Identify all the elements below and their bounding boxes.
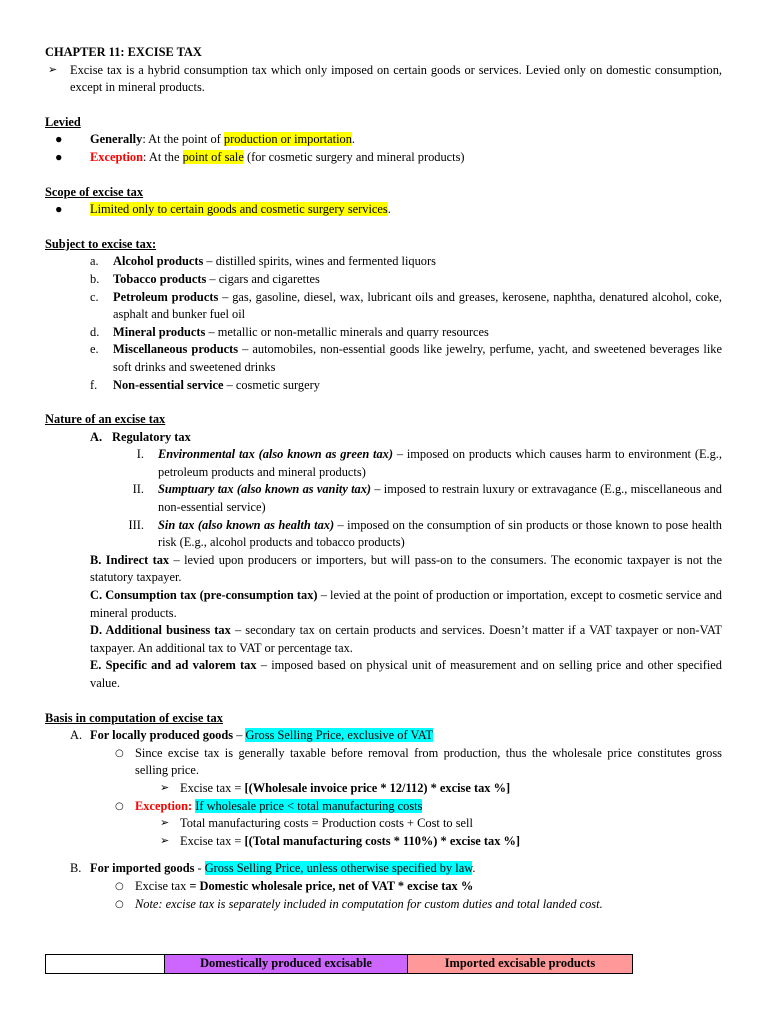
item-text: – levied upon producers or importers, but will pass-on to the consumers. The economic taxpayer is not the statutory taxpayer. bbox=[90, 552, 722, 585]
item-text: – cigars and cigarettes bbox=[206, 271, 320, 286]
arrow-bullet-icon: ➢ bbox=[160, 781, 170, 794]
basis-a-exception-line1: ➢ Total manufacturing costs = Production costs + Cost to sell bbox=[45, 815, 722, 833]
circle-bullet-icon: ○ bbox=[115, 898, 124, 910]
regulatory-list bbox=[45, 446, 722, 552]
list-marker: III. bbox=[128, 517, 144, 532]
list-marker: b. bbox=[90, 271, 100, 286]
item-label: B. Indirect tax bbox=[90, 552, 170, 567]
list-marker: f. bbox=[90, 377, 98, 392]
table-header-domestic: Domestically produced excisable bbox=[165, 955, 408, 974]
subject-list bbox=[45, 253, 722, 394]
list-item bbox=[45, 377, 722, 395]
item-text: – secondary tax on certain products and services. Doesn’t matter if a VAT taxpayer or non-VAT taxpayer. An additional tax to VAT or percentage tax. bbox=[90, 623, 723, 655]
highlight: point of sale bbox=[182, 149, 244, 164]
list-item bbox=[45, 289, 722, 324]
item-label: D. Additional business tax bbox=[90, 623, 231, 638]
bullet-icon: ● bbox=[55, 132, 63, 147]
item-label: Tobacco products bbox=[113, 271, 207, 286]
item-text: – imposed based on physical unit of measurement and on selling price and other specified value. bbox=[90, 658, 722, 690]
highlight: production or importation bbox=[223, 132, 352, 147]
comparison-table bbox=[45, 954, 633, 974]
list-marker: a. bbox=[90, 254, 99, 269]
levied-exception: ● Exception: At the point of sale (for cosmetic surgery and mineral products) bbox=[45, 149, 722, 167]
basis-b: B. For imported goods - Gross Selling Price, unless otherwise specified by law. bbox=[70, 861, 476, 876]
scope-heading: Scope of excise tax bbox=[45, 184, 144, 199]
table-header-row bbox=[46, 955, 633, 974]
list-item bbox=[45, 481, 722, 516]
intro-item bbox=[45, 62, 722, 97]
item-text: – imposed on the consumption of sin products or those known to pose health risk (E.g., alcohol products and tobacco products) bbox=[158, 517, 722, 550]
item-label: Alcohol products bbox=[113, 254, 204, 269]
nature-heading: Nature of an excise tax bbox=[45, 412, 166, 427]
item-label: Mineral products bbox=[113, 324, 206, 339]
arrow-bullet-icon: ➢ bbox=[160, 817, 170, 830]
arrow-bullet-icon: ➢ bbox=[48, 63, 58, 76]
list-item bbox=[45, 271, 722, 289]
basis-a: A. For locally produced goods – Gross Selling Price, exclusive of VAT bbox=[70, 728, 433, 743]
list-item bbox=[45, 324, 722, 342]
item-label: Sin tax (also known as health tax) bbox=[158, 517, 335, 532]
subject-heading: Subject to excise tax: bbox=[45, 236, 157, 251]
bullet-icon: ● bbox=[55, 202, 63, 217]
item-label: Environmental tax (also known as green tax) bbox=[158, 447, 393, 462]
list-item bbox=[45, 657, 722, 692]
item-text: – gas, gasoline, diesel, wax, lubricant oils and greases, kerosene, naphtha, denatured alcohol, coke, asphalt and bunker fuel oil bbox=[113, 289, 722, 322]
basis-a-exception: ○ Exception: If wholesale price < total manufacturing costs bbox=[45, 798, 722, 816]
highlight: Gross Selling Price, unless otherwise specified by law bbox=[204, 861, 473, 876]
item-text: – metallic or non-metallic minerals and quarry resources bbox=[205, 324, 489, 339]
scope-item: ● Limited only to certain goods and cosmetic surgery services. bbox=[45, 201, 722, 219]
item-label: C. Consumption tax (pre-consumption tax) bbox=[90, 588, 318, 603]
basis-b-note: ○ Note: excise tax is separately included in computation for custom duties and total landed cost. bbox=[45, 896, 722, 914]
list-marker: d. bbox=[90, 324, 100, 339]
basis-a-sub: ○ Since excise tax is generally taxable before removal from production, thus the wholesale price constitutes gross selling price. bbox=[115, 745, 722, 778]
nature-a: A. Regulatory tax bbox=[90, 429, 191, 444]
circle-bullet-icon: ○ bbox=[115, 747, 124, 759]
circle-bullet-icon: ○ bbox=[115, 800, 124, 812]
bullet-icon: ● bbox=[55, 149, 63, 164]
basis-heading: Basis in computation of excise tax bbox=[45, 710, 223, 725]
highlight: Limited only to certain goods and cosmetic surgery services bbox=[90, 202, 388, 217]
circle-bullet-icon: ○ bbox=[115, 880, 124, 892]
list-marker: e. bbox=[90, 342, 99, 357]
item-label: Sumptuary tax (also known as vanity tax) bbox=[158, 482, 372, 497]
list-item bbox=[45, 552, 722, 587]
chapter-title: CHAPTER 11: EXCISE TAX bbox=[45, 45, 202, 59]
levied-heading: Levied bbox=[45, 114, 81, 129]
table-cell-blank bbox=[46, 955, 165, 974]
item-text: – imposed to restrain luxury or extravagance (E.g., miscellaneous and non-essential service) bbox=[158, 482, 722, 515]
list-item bbox=[45, 587, 722, 622]
basis-a-formula: ➢ Excise tax = [(Wholesale invoice price * 12/112) * excise tax %] bbox=[45, 780, 722, 798]
highlight: If wholesale price < total manufacturing costs bbox=[195, 798, 423, 813]
item-label: E. Specific and ad valorem tax bbox=[90, 658, 257, 673]
levied-generally: ● Generally: At the point of production or importation. bbox=[45, 131, 722, 149]
item-text: – cosmetic surgery bbox=[223, 377, 320, 392]
nature-others bbox=[45, 552, 722, 693]
list-item bbox=[45, 253, 722, 271]
list-item bbox=[45, 622, 722, 657]
document-page bbox=[45, 44, 722, 913]
list-marker: I. bbox=[136, 447, 144, 462]
item-text: – automobiles, non-essential goods like jewelry, perfume, yacht, and sweetened beverages like soft drinks and sweetened drinks bbox=[113, 342, 722, 374]
item-text: – levied at the point of production or importation, except to cosmetic service and mineral products. bbox=[90, 588, 723, 620]
list-item bbox=[45, 341, 722, 376]
item-label: Petroleum products bbox=[113, 289, 219, 304]
arrow-bullet-icon: ➢ bbox=[160, 834, 170, 847]
list-item bbox=[45, 517, 722, 552]
list-item bbox=[45, 446, 722, 481]
item-text: – distilled spirits, wines and fermented liquors bbox=[203, 254, 436, 269]
item-label: Miscellaneous products bbox=[113, 342, 239, 357]
intro-text: Excise tax is a hybrid consumption tax which only imposed on certain goods or services. Levied only on domestic consumption, except in mineral products. bbox=[70, 62, 722, 95]
table-header-imported: Imported excisable products bbox=[408, 955, 633, 974]
list-marker: II. bbox=[132, 482, 144, 497]
basis-b-formula: ○ Excise tax = Domestic wholesale price, net of VAT * excise tax % bbox=[45, 878, 722, 896]
list-marker: c. bbox=[90, 289, 99, 304]
item-text: – imposed on products which causes harm to environment (E.g., petroleum products and mineral products) bbox=[158, 447, 723, 479]
item-label: Non-essential service bbox=[113, 377, 224, 392]
highlight: Gross Selling Price, exclusive of VAT bbox=[245, 728, 433, 743]
basis-a-exception-line2: ➢ Excise tax = [(Total manufacturing costs * 110%) * excise tax %] bbox=[45, 833, 722, 851]
